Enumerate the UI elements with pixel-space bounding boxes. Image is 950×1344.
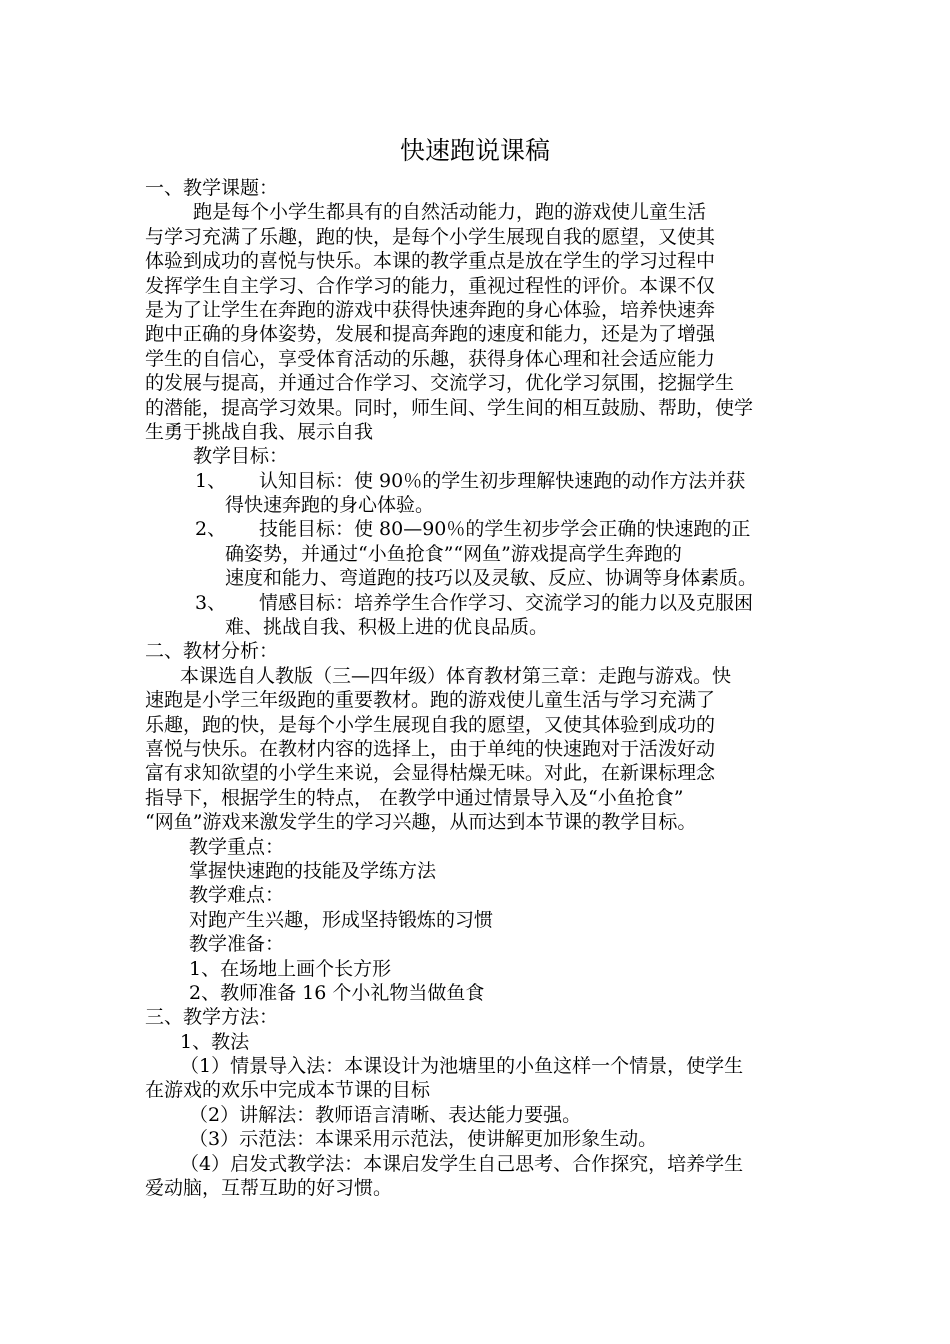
difficulty-text: 对跑产生兴趣，形成坚持锻炼的习惯 <box>189 908 494 931</box>
paragraph-line: 与学习充满了乐趣，跑的快，是每个小学生展现自我的愿望，又使其 <box>145 225 716 248</box>
list-number: 2、 <box>195 518 227 541</box>
paragraph-line: 本课选自人教版（三—四年级）体育教材第三章：走跑与游戏。快 <box>180 664 732 687</box>
paragraph-line: 跑中正确的身体姿势，发展和提高奔跑的速度和能力，还是为了增强 <box>145 323 716 346</box>
paragraph-line: 喜悦与快乐。在教材内容的选择上，由于单纯的快速跑对于活泼好动 <box>145 737 716 760</box>
paragraph-line: 跑是每个小学生都具有的自然活动能力，跑的游戏使儿童生活 <box>193 201 707 224</box>
goal-continuation: 得快速奔跑的身心体验。 <box>225 494 435 517</box>
document-body <box>145 176 815 1200</box>
method-item: （2）讲解法：教师语言清晰、表达能力要强。 <box>189 1103 582 1126</box>
subsection-heading: 教学准备： <box>189 933 285 956</box>
section-heading: 二、教材分析： <box>145 640 279 663</box>
section-heading: 一、教学课题： <box>145 177 279 199</box>
paragraph-line: 指导下，根据学生的特点， 在教学中通过情景导入及“小鱼抢食” <box>145 786 684 809</box>
section-heading: 三、教学方法： <box>145 1006 279 1029</box>
prep-item: 1、在场地上画个长方形 <box>189 957 392 980</box>
paragraph-line: “网鱼”游戏来激发学生的学习兴趣，从而达到本节课的教学目标。 <box>145 811 697 834</box>
goal-item <box>145 591 815 615</box>
method-continuation: 爱动脑，互帮互助的好习惯。 <box>145 1177 393 1200</box>
method-item: （1）情景导入法：本课设计为池塘里的小鱼这样一个情景，使学生 <box>180 1055 744 1078</box>
subsection-heading: 教学难点： <box>189 884 285 907</box>
method-item: （3）示范法：本课采用示范法，使讲解更加形象生动。 <box>189 1128 658 1151</box>
goal-text: 技能目标：使 80—90％的学生初步学会正确的快速跑的正 <box>259 518 751 541</box>
method-continuation: 在游戏的欢乐中完成本节课的目标 <box>145 1079 431 1102</box>
list-number: 3、 <box>195 591 227 614</box>
goal-text: 认知目标：使 90％的学生初步理解快速跑的动作方法并获 <box>259 469 746 492</box>
paragraph-line: 生勇于挑战自我、展示自我 <box>145 420 374 443</box>
paragraph-line: 发挥学生自主学习、合作学习的能力，重视过程性的评价。本课不仅 <box>145 274 716 297</box>
list-number: 1、 <box>195 469 227 492</box>
paragraph-line: 学生的自信心，享受体育活动的乐趣，获得身体心理和社会适应能力 <box>145 347 716 370</box>
paragraph-line: 速跑是小学三年级跑的重要教材。跑的游戏使儿童生活与学习充满了 <box>145 689 716 712</box>
paragraph-line: 的潜能，提高学习效果。同时，师生间、学生间的相互鼓励、帮助，使学 <box>145 396 754 419</box>
key-point-text: 掌握快速跑的技能及学练方法 <box>189 859 437 882</box>
paragraph-line: 乐趣，跑的快，是每个小学生展现自我的愿望，又使其体验到成功的 <box>145 713 716 736</box>
subsection-heading: 教学重点： <box>189 835 285 858</box>
method-item: （4）启发式教学法：本课启发学生自己思考、合作探究，培养学生 <box>180 1152 744 1175</box>
goal-continuation: 难、挑战自我、积极上进的优良品质。 <box>225 616 549 639</box>
goal-item <box>145 517 815 541</box>
document-title: 快速跑说课稿 <box>399 136 550 165</box>
paragraph-line: 体验到成功的喜悦与快乐。本课的教学重点是放在学生的学习过程中 <box>145 250 716 273</box>
subsection-heading: 教学目标： <box>193 445 289 468</box>
paragraph-line: 富有求知欲望的小学生来说，会显得枯燥无味。对此，在新课标理念 <box>145 762 716 785</box>
paragraph-line: 的发展与提高，并通过合作学习、交流学习，优化学习氛围，挖掘学生 <box>145 372 735 395</box>
paragraph-line: 是为了让学生在奔跑的游戏中获得快速奔跑的身心体验，培养快速奔 <box>145 298 716 321</box>
goal-text: 情感目标：培养学生合作学习、交流学习的能力以及克服困 <box>259 591 754 614</box>
prep-item: 2、教师准备 16 个小礼物当做鱼食 <box>189 981 485 1004</box>
goal-continuation: 速度和能力、弯道跑的技巧以及灵敏、反应、协调等身体素质。 <box>225 567 758 590</box>
goal-continuation: 确姿势，并通过“小鱼抢食”“网鱼”游戏提高学生奔跑的 <box>225 542 682 565</box>
subsection-heading: 1、教法 <box>180 1030 250 1053</box>
goal-item <box>145 469 815 493</box>
